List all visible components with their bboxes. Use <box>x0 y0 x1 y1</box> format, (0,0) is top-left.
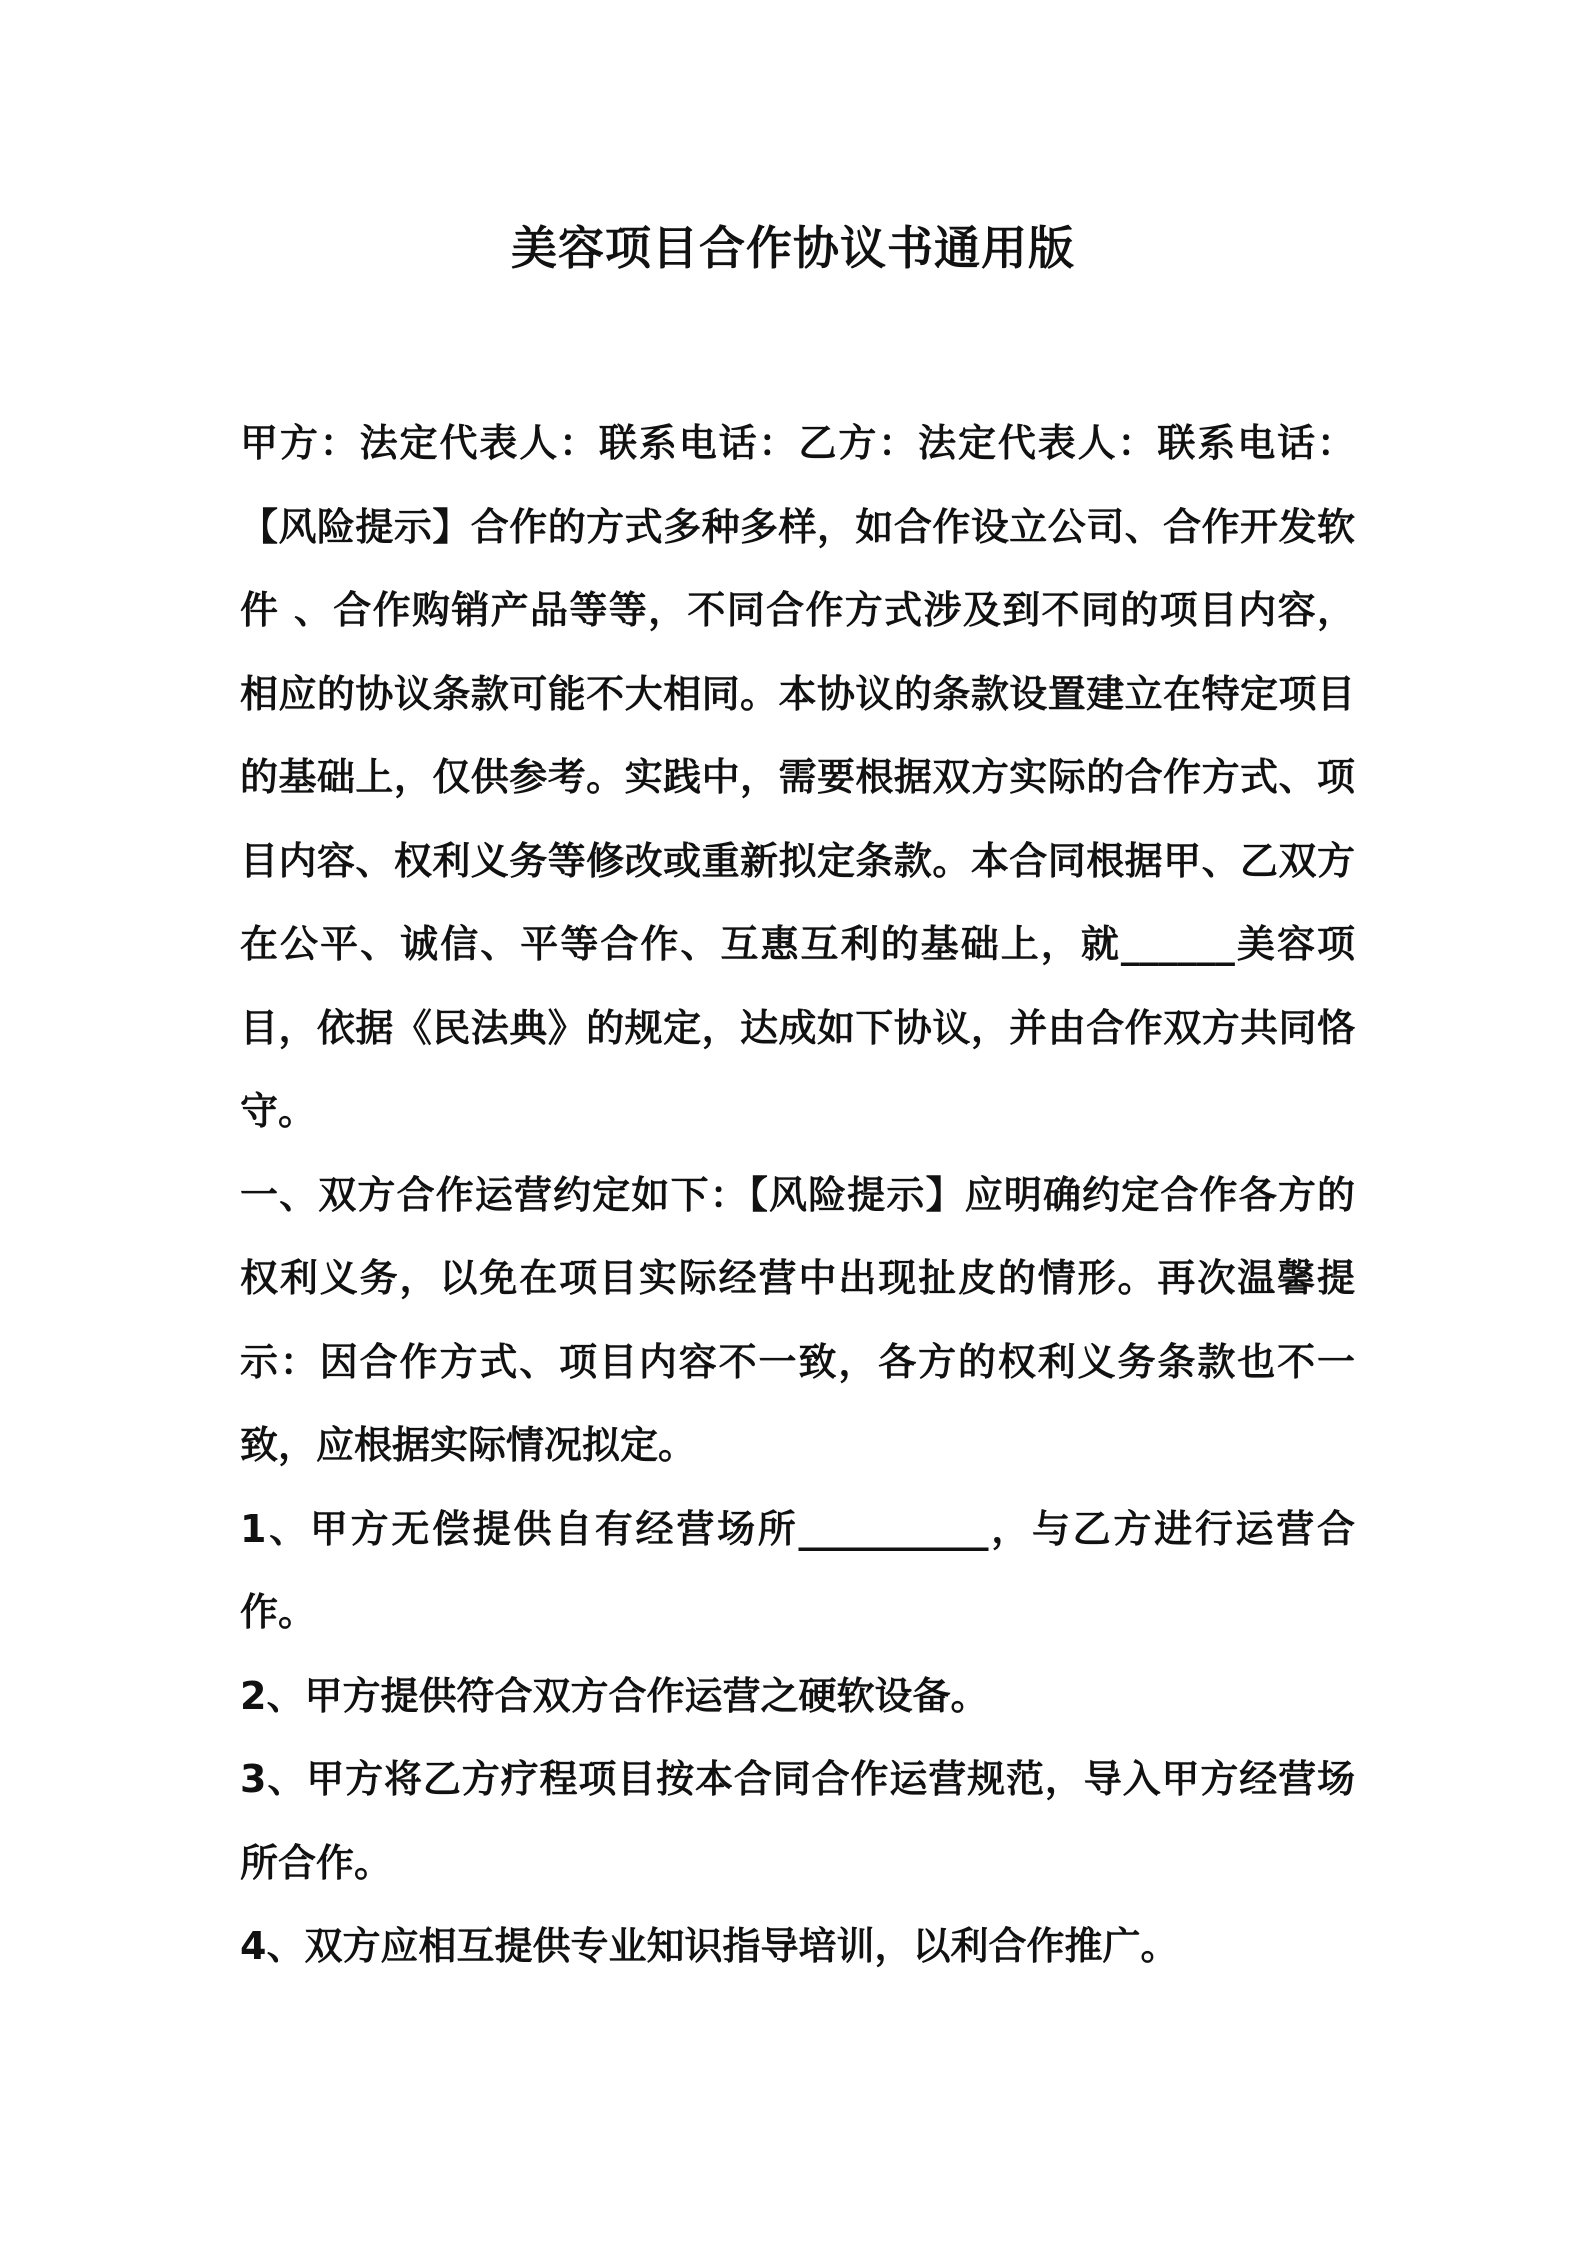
paragraph-clause-2: 2、甲方提供符合双方合作运营之硬软设备。 <box>240 1673 989 1718</box>
paragraph-clause-3: 3、甲方将乙方疗程项目按本合同合作运营规范，导入甲方经营场所合作。 <box>240 1757 1355 1885</box>
paragraph-preamble: 甲方：法定代表人：联系电话：乙方：法定代表人：联系电话：【风险提示】合作的方式多种多样，如合作设立公司、合作开发软件 、合作购销产品等等，不同合作方式涉及到不同的项目内容，相应的协议条款可能不大相同。本协议的条款设置建立在特定项目的基础上，仅供参考。实践中，需要根据双方实际的合作方式、项目内容、权利义务等修改或重新拟定条款。本合同根据甲、乙双方在公平、诚信、平等合作、互惠互利的基础上，就______美容项目，依据《民法典》的规定，达成如下协议，并由合作双方共同恪守。 <box>240 421 1355 1133</box>
paragraph-clause-4: 4、双方应相互提供专业知识指导培训，以利合作推广。 <box>240 1924 1179 1968</box>
paragraph-clause-1: 1、甲方无偿提供自有经营场所__________，与乙方进行运营合作。 <box>240 1506 1355 1634</box>
paragraph-section-one: 一、双方合作运营约定如下：【风险提示】应明确约定合作各方的权利义务，以免在项目实际经营中出现扯皮的情形。再次温馨提示：因合作方式、项目内容不一致，各方的权利义务条款也不一致，应根据实际情况拟定。 <box>240 1172 1355 1467</box>
document-title: 美容项目合作协议书通用版 <box>511 221 1075 275</box>
document-body <box>240 402 1355 1989</box>
